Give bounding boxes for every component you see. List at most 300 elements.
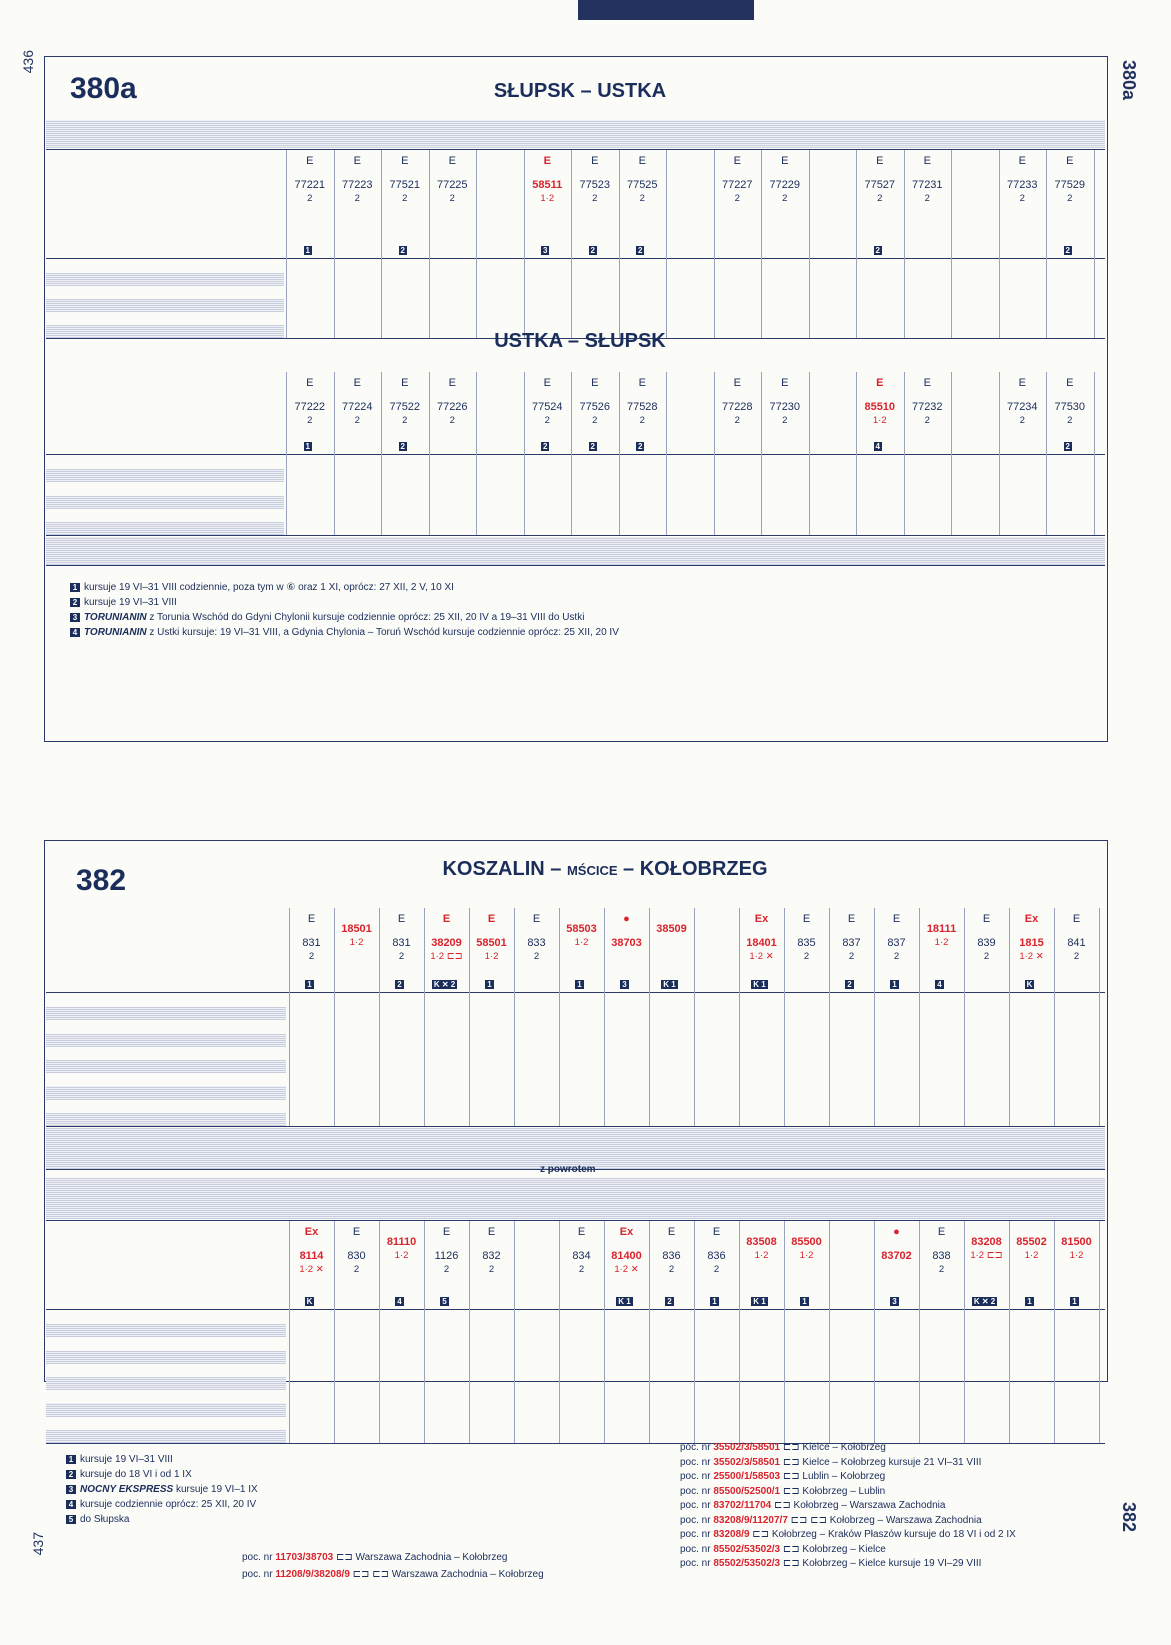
train-note bbox=[379, 978, 424, 990]
footnote bbox=[70, 612, 584, 623]
train-category: E bbox=[982, 913, 991, 925]
train-number: 836 bbox=[707, 1250, 726, 1262]
column-rule bbox=[286, 372, 287, 535]
train-number: 77226 bbox=[436, 401, 468, 413]
train-category: E bbox=[532, 913, 541, 925]
note-marker: 2 bbox=[638, 245, 643, 255]
train-header bbox=[1046, 154, 1094, 206]
rule bbox=[46, 1443, 1105, 1444]
train-category: Ex bbox=[619, 1226, 634, 1238]
train-category: E bbox=[876, 377, 884, 389]
column-rule bbox=[856, 372, 857, 535]
train-note bbox=[1054, 1295, 1099, 1307]
shaded-band bbox=[46, 1178, 1105, 1219]
column-rule bbox=[951, 372, 952, 535]
train-class: 2 bbox=[983, 951, 990, 962]
footnote bbox=[66, 1484, 258, 1495]
column-rule bbox=[999, 372, 1000, 535]
train-header bbox=[619, 376, 667, 428]
train-number: 77222 bbox=[294, 401, 326, 413]
column-rule bbox=[904, 150, 905, 338]
train-class: 2 bbox=[353, 1264, 360, 1275]
train-header bbox=[784, 1225, 829, 1263]
column-rule bbox=[514, 1221, 515, 1443]
train-category: E bbox=[638, 155, 646, 167]
note-marker: 3 bbox=[543, 245, 548, 255]
train-number: 833 bbox=[527, 937, 546, 949]
train-class: 2 bbox=[308, 951, 315, 962]
train-number: 77228 bbox=[721, 401, 753, 413]
shaded-band bbox=[46, 1007, 286, 1020]
wagon-prefix: poc. nr bbox=[680, 1514, 714, 1526]
train-header bbox=[784, 912, 829, 964]
train-note bbox=[1046, 440, 1094, 452]
note-marker: K bbox=[306, 1296, 313, 1306]
page-number: 437 bbox=[30, 1532, 46, 1556]
train-category: E bbox=[306, 377, 314, 389]
train-number: 77529 bbox=[1054, 179, 1086, 191]
column-rule bbox=[514, 908, 515, 1126]
train-note bbox=[289, 1295, 334, 1307]
train-category: E bbox=[543, 377, 551, 389]
train-note bbox=[286, 440, 334, 452]
shaded-band bbox=[46, 1034, 286, 1047]
train-class: 2 bbox=[893, 951, 900, 962]
train-note bbox=[381, 244, 429, 256]
column-rule bbox=[784, 1221, 785, 1443]
train-number: 831 bbox=[392, 937, 411, 949]
train-category: E bbox=[667, 1226, 676, 1238]
train-class: 2 bbox=[354, 415, 360, 426]
train-category: E bbox=[802, 913, 811, 925]
section-title-slupsk-ustka: SŁUPSK – USTKA bbox=[493, 80, 667, 102]
train-class: 1·2 bbox=[574, 937, 589, 948]
wagon-route: ⊏⊐ Kołobrzeg – Kielce kursuje 19 VI–29 VIII bbox=[780, 1558, 982, 1569]
column-rule bbox=[381, 372, 382, 535]
wagon-train-number: 83208/9 bbox=[713, 1529, 750, 1540]
train-header bbox=[649, 1225, 694, 1277]
train-header bbox=[469, 1225, 514, 1277]
train-number: 830 bbox=[347, 1250, 366, 1262]
train-header bbox=[524, 154, 572, 206]
train-number: 831 bbox=[302, 937, 321, 949]
train-category: E bbox=[1066, 155, 1074, 167]
column-rule bbox=[829, 908, 830, 1126]
train-number: 83702 bbox=[881, 1250, 912, 1262]
shaded-band bbox=[46, 537, 1105, 565]
train-header bbox=[619, 154, 667, 206]
column-rule bbox=[784, 908, 785, 1126]
column-rule bbox=[334, 1221, 335, 1443]
column-rule bbox=[904, 372, 905, 535]
rule bbox=[46, 535, 1105, 536]
train-note bbox=[856, 440, 904, 452]
column-rule bbox=[559, 1221, 560, 1443]
column-rule bbox=[714, 150, 715, 338]
train-header bbox=[379, 912, 424, 964]
column-rule bbox=[524, 150, 525, 338]
column-rule bbox=[649, 1221, 650, 1443]
column-rule bbox=[694, 908, 695, 1126]
train-number: 81110 bbox=[386, 1236, 417, 1248]
shaded-band bbox=[46, 1128, 1105, 1169]
train-number: 77233 bbox=[1006, 179, 1038, 191]
train-number: 77522 bbox=[389, 401, 421, 413]
footnote bbox=[66, 1454, 173, 1465]
train-number: 77526 bbox=[579, 401, 611, 413]
train-header bbox=[604, 1225, 649, 1277]
note-text: kursuje 19 VI–31 VIII bbox=[80, 1454, 173, 1465]
train-note bbox=[874, 978, 919, 990]
rule bbox=[46, 149, 1105, 150]
wagon-row bbox=[680, 1515, 982, 1526]
wagon-train-number: 25500/1/58503 bbox=[713, 1471, 781, 1482]
train-header bbox=[289, 912, 334, 964]
column-rule bbox=[469, 908, 470, 1126]
train-header bbox=[856, 154, 904, 206]
train-header bbox=[1009, 1225, 1054, 1263]
shaded-band bbox=[46, 1060, 286, 1073]
note-marker: 5 bbox=[442, 1296, 447, 1306]
train-class: 1·2 bbox=[349, 937, 364, 948]
wagon-prefix: poc. nr bbox=[680, 1456, 714, 1468]
train-header bbox=[761, 376, 809, 428]
shaded-band bbox=[46, 496, 284, 509]
note-marker: K ✕ 2 bbox=[973, 1296, 996, 1306]
title-right: – KOŁOBRZEG bbox=[617, 858, 768, 880]
train-note bbox=[649, 978, 694, 990]
footnote bbox=[66, 1469, 192, 1480]
note-text: z Torunia Wschód do Gdyni Chylonii kursuje codziennie oprócz: 25 XII, 20 IV a 19–31 VIII do Ustki bbox=[146, 612, 585, 623]
train-number: 77224 bbox=[341, 401, 373, 413]
column-rule bbox=[334, 908, 335, 1126]
wagon-train-number: 35502/3/58501 bbox=[713, 1442, 781, 1453]
train-class: 2 bbox=[938, 1264, 945, 1275]
train-category: E bbox=[397, 913, 406, 925]
train-note bbox=[424, 1295, 469, 1307]
train-class: 2 bbox=[803, 951, 810, 962]
column-rule bbox=[424, 1221, 425, 1443]
train-note bbox=[856, 244, 904, 256]
train-header bbox=[334, 912, 379, 950]
train-note bbox=[649, 1295, 694, 1307]
note-marker: 1 bbox=[70, 583, 80, 592]
train-class: 2 bbox=[402, 415, 408, 426]
train-category: E bbox=[487, 913, 496, 925]
train-class: 2 bbox=[402, 193, 408, 204]
wagon-route: ⊏⊐ Warszawa Zachodnia – Kołobrzeg bbox=[333, 1552, 508, 1563]
column-rule bbox=[1094, 150, 1095, 338]
note-marker: K 1 bbox=[663, 979, 676, 989]
train-header bbox=[761, 154, 809, 206]
train-note bbox=[694, 1295, 739, 1307]
train-category: E bbox=[543, 155, 551, 167]
train-header bbox=[286, 154, 334, 206]
page-436 bbox=[0, 0, 1171, 812]
footnote bbox=[70, 627, 619, 638]
note-marker: 1 bbox=[577, 979, 582, 989]
train-note bbox=[289, 978, 334, 990]
note-marker: 1 bbox=[1027, 1296, 1032, 1306]
shaded-band bbox=[46, 1324, 286, 1337]
train-category: E bbox=[876, 155, 884, 167]
wagon-route: ⊏⊐ Kołobrzeg – Lublin bbox=[780, 1485, 886, 1497]
note-marker: 5 bbox=[66, 1515, 76, 1524]
train-number: 77227 bbox=[721, 179, 753, 191]
train-class: 2 bbox=[449, 193, 455, 204]
train-class: 1·2 ✕ bbox=[614, 1264, 639, 1275]
train-class: 1·2 bbox=[799, 1250, 814, 1261]
note-marker: 1 bbox=[487, 979, 492, 989]
note-lead: NOCNY EKSPRESS bbox=[80, 1484, 174, 1495]
train-note bbox=[559, 978, 604, 990]
wagon-row bbox=[680, 1457, 981, 1468]
train-number: 77225 bbox=[436, 179, 468, 191]
train-number: 77530 bbox=[1054, 401, 1086, 413]
train-number: 38209 bbox=[431, 937, 462, 949]
train-number: 58501 bbox=[476, 937, 507, 949]
page-437 bbox=[0, 812, 1171, 1645]
note-text: kursuje 19 VI–31 VIII bbox=[84, 597, 177, 608]
train-header bbox=[334, 1225, 379, 1277]
train-header bbox=[919, 912, 964, 950]
note-marker: K bbox=[1026, 979, 1033, 989]
train-number: 77232 bbox=[911, 401, 943, 413]
note-marker: 1 bbox=[305, 441, 310, 451]
train-category: Ex bbox=[1024, 913, 1039, 925]
train-number: 77231 bbox=[911, 179, 943, 191]
train-category: Ex bbox=[754, 913, 769, 925]
train-category: E bbox=[442, 1226, 451, 1238]
train-header bbox=[904, 376, 952, 428]
column-rule bbox=[334, 372, 335, 535]
train-class: 2 bbox=[533, 951, 540, 962]
wagon-train-number: 85502/53502/3 bbox=[713, 1543, 781, 1555]
train-header bbox=[469, 912, 514, 964]
train-class: 2 bbox=[713, 1264, 720, 1275]
page-title bbox=[380, 858, 830, 881]
train-number: 85502 bbox=[1016, 1236, 1047, 1248]
train-class: 2 bbox=[1019, 193, 1025, 204]
column-rule bbox=[476, 372, 477, 535]
train-class: 1·2 bbox=[484, 951, 499, 962]
train-number: 83208 bbox=[971, 1236, 1002, 1248]
wagon-train-number: 85500/52500/1 bbox=[713, 1485, 781, 1497]
train-number: 834 bbox=[572, 1250, 591, 1262]
train-number: 85510 bbox=[864, 401, 896, 413]
train-header bbox=[1054, 1225, 1099, 1263]
train-header bbox=[739, 1225, 784, 1263]
wagon-route: ⊏⊐ Kołobrzeg – Kraków Płaszów kursuje do 18 VI i od 2 IX bbox=[749, 1529, 1016, 1540]
train-class: 2 bbox=[734, 415, 740, 426]
train-number: 77230 bbox=[769, 401, 801, 413]
wagon-row bbox=[680, 1442, 886, 1453]
column-rule bbox=[951, 150, 952, 338]
train-header bbox=[874, 912, 919, 964]
train-header bbox=[714, 376, 762, 428]
table-number: 382 bbox=[76, 864, 127, 897]
wagon-row bbox=[680, 1486, 885, 1497]
column-rule bbox=[919, 1221, 920, 1443]
train-class: 1·2 bbox=[540, 193, 555, 204]
train-category: ● bbox=[893, 1226, 900, 1238]
note-lead: TORUNIANIN bbox=[84, 612, 147, 623]
column-rule bbox=[429, 372, 430, 535]
train-class: 1·2 bbox=[872, 415, 887, 426]
column-rule bbox=[964, 908, 965, 1126]
train-class: 2 bbox=[307, 415, 313, 426]
column-rule bbox=[666, 150, 667, 338]
column-rule bbox=[469, 1221, 470, 1443]
train-class: 2 bbox=[848, 951, 855, 962]
column-rule bbox=[289, 908, 290, 1126]
train-category: E bbox=[591, 377, 599, 389]
train-number: 839 bbox=[977, 937, 996, 949]
rule bbox=[46, 1220, 1105, 1221]
train-class: 2 bbox=[1073, 951, 1080, 962]
wagon-row bbox=[242, 1569, 544, 1580]
train-note bbox=[919, 978, 964, 990]
shaded-band bbox=[46, 1113, 286, 1126]
train-number: 77229 bbox=[769, 179, 801, 191]
note-marker: 2 bbox=[70, 598, 80, 607]
train-class: 2 bbox=[924, 415, 930, 426]
train-class: 1·2 bbox=[934, 937, 949, 948]
note-text: kursuje do 18 VI i od 1 IX bbox=[80, 1469, 192, 1480]
rule bbox=[46, 258, 1105, 259]
footnote bbox=[66, 1514, 129, 1525]
column-rule bbox=[829, 1221, 830, 1443]
train-header bbox=[286, 376, 334, 428]
train-number: 77528 bbox=[626, 401, 658, 413]
note-marker: 2 bbox=[638, 441, 643, 451]
note-text: do Słupska bbox=[80, 1514, 130, 1525]
shaded-band bbox=[46, 273, 284, 286]
train-category: E bbox=[781, 155, 789, 167]
column-rule bbox=[666, 372, 667, 535]
train-class: 1·2 bbox=[1069, 1250, 1084, 1261]
column-rule bbox=[619, 150, 620, 338]
shaded-band bbox=[46, 325, 284, 338]
note-marker: 4 bbox=[397, 1296, 402, 1306]
wagon-prefix: poc. nr bbox=[242, 1569, 276, 1580]
train-note bbox=[524, 440, 572, 452]
train-header bbox=[571, 376, 619, 428]
wagon-row bbox=[680, 1471, 885, 1482]
column-rule bbox=[809, 372, 810, 535]
train-note bbox=[964, 1295, 1009, 1307]
footnote bbox=[70, 582, 454, 593]
train-category: E bbox=[733, 377, 741, 389]
column-rule bbox=[379, 1221, 380, 1443]
title-mid: MŚCICE bbox=[566, 863, 618, 878]
train-header bbox=[379, 1225, 424, 1263]
train-class: 2 bbox=[398, 951, 405, 962]
train-number: 77521 bbox=[389, 179, 421, 191]
note-marker: K 1 bbox=[618, 1296, 631, 1306]
train-category: E bbox=[307, 913, 316, 925]
train-class: 2 bbox=[449, 415, 455, 426]
wagon-prefix: poc. nr bbox=[680, 1529, 714, 1540]
column-rule bbox=[604, 908, 605, 1126]
train-note bbox=[379, 1295, 424, 1307]
train-number: 836 bbox=[662, 1250, 681, 1262]
train-number: 77234 bbox=[1006, 401, 1038, 413]
wagon-route: ⊏⊐ Kielce – Kołobrzeg kursuje 21 VI–31 VIII bbox=[780, 1456, 982, 1468]
train-number: 1815 bbox=[1019, 937, 1044, 949]
train-class: 2 bbox=[734, 193, 740, 204]
note-marker: 2 bbox=[1065, 441, 1070, 451]
column-rule bbox=[1009, 1221, 1010, 1443]
train-header bbox=[604, 912, 649, 950]
train-category: E bbox=[1018, 377, 1026, 389]
train-number: 1126 bbox=[434, 1250, 459, 1262]
train-note bbox=[469, 978, 514, 990]
train-header bbox=[429, 154, 477, 206]
column-rule bbox=[649, 908, 650, 1126]
train-number: 38703 bbox=[611, 937, 642, 949]
wagon-prefix: poc. nr bbox=[680, 1500, 714, 1511]
note-marker: 1 bbox=[305, 245, 310, 255]
column-rule bbox=[1094, 372, 1095, 535]
note-text: kursuje 19 VI–1 IX bbox=[173, 1484, 258, 1495]
note-marker: 4 bbox=[70, 628, 80, 637]
column-rule bbox=[1054, 1221, 1055, 1443]
wagon-route: ⊏⊐ Lublin – Kołobrzeg bbox=[780, 1471, 886, 1482]
wagon-route: ⊏⊐ Kołobrzeg – Warszawa Zachodnia bbox=[771, 1500, 946, 1511]
train-category: E bbox=[892, 913, 901, 925]
train-class: 1·2 ⊏⊐ bbox=[970, 1250, 1003, 1261]
train-class: 2 bbox=[544, 415, 550, 426]
note-marker: 1 bbox=[1072, 1296, 1077, 1306]
wagon-prefix: poc. nr bbox=[680, 1471, 714, 1482]
table-number: 380a bbox=[70, 72, 137, 105]
train-category: E bbox=[577, 1226, 586, 1238]
train-header bbox=[424, 912, 469, 964]
column-rule bbox=[289, 1221, 290, 1443]
return-label: z powrotem bbox=[540, 1164, 596, 1175]
train-class: 2 bbox=[592, 193, 598, 204]
wagon-route: ⊏⊐ ⊏⊐ Warszawa Zachodnia – Kołobrzeg bbox=[349, 1569, 544, 1580]
train-header bbox=[381, 376, 429, 428]
train-number: 837 bbox=[842, 937, 861, 949]
note-marker: 2 bbox=[400, 441, 405, 451]
train-header bbox=[964, 1225, 1009, 1263]
shaded-band bbox=[46, 1086, 286, 1099]
column-rule bbox=[424, 908, 425, 1126]
train-note bbox=[874, 1295, 919, 1307]
shaded-band bbox=[46, 522, 284, 535]
train-category: ● bbox=[623, 913, 630, 925]
train-number: 838 bbox=[932, 1250, 951, 1262]
column-rule bbox=[999, 150, 1000, 338]
train-class: 2 bbox=[488, 1264, 495, 1275]
train-class: 2 bbox=[782, 193, 788, 204]
column-rule bbox=[739, 908, 740, 1126]
rule bbox=[46, 454, 1105, 455]
rule bbox=[46, 992, 1105, 993]
train-class: 1·2 ✕ bbox=[749, 951, 774, 962]
train-category: E bbox=[1072, 913, 1081, 925]
wagon-train-number: 83208/9/11207/7 bbox=[713, 1514, 788, 1526]
train-note bbox=[739, 978, 784, 990]
rule bbox=[46, 1126, 1105, 1127]
column-rule bbox=[761, 150, 762, 338]
wagon-prefix: poc. nr bbox=[680, 1543, 714, 1555]
train-category: E bbox=[923, 155, 931, 167]
train-header bbox=[334, 154, 382, 206]
column-rule bbox=[476, 150, 477, 338]
